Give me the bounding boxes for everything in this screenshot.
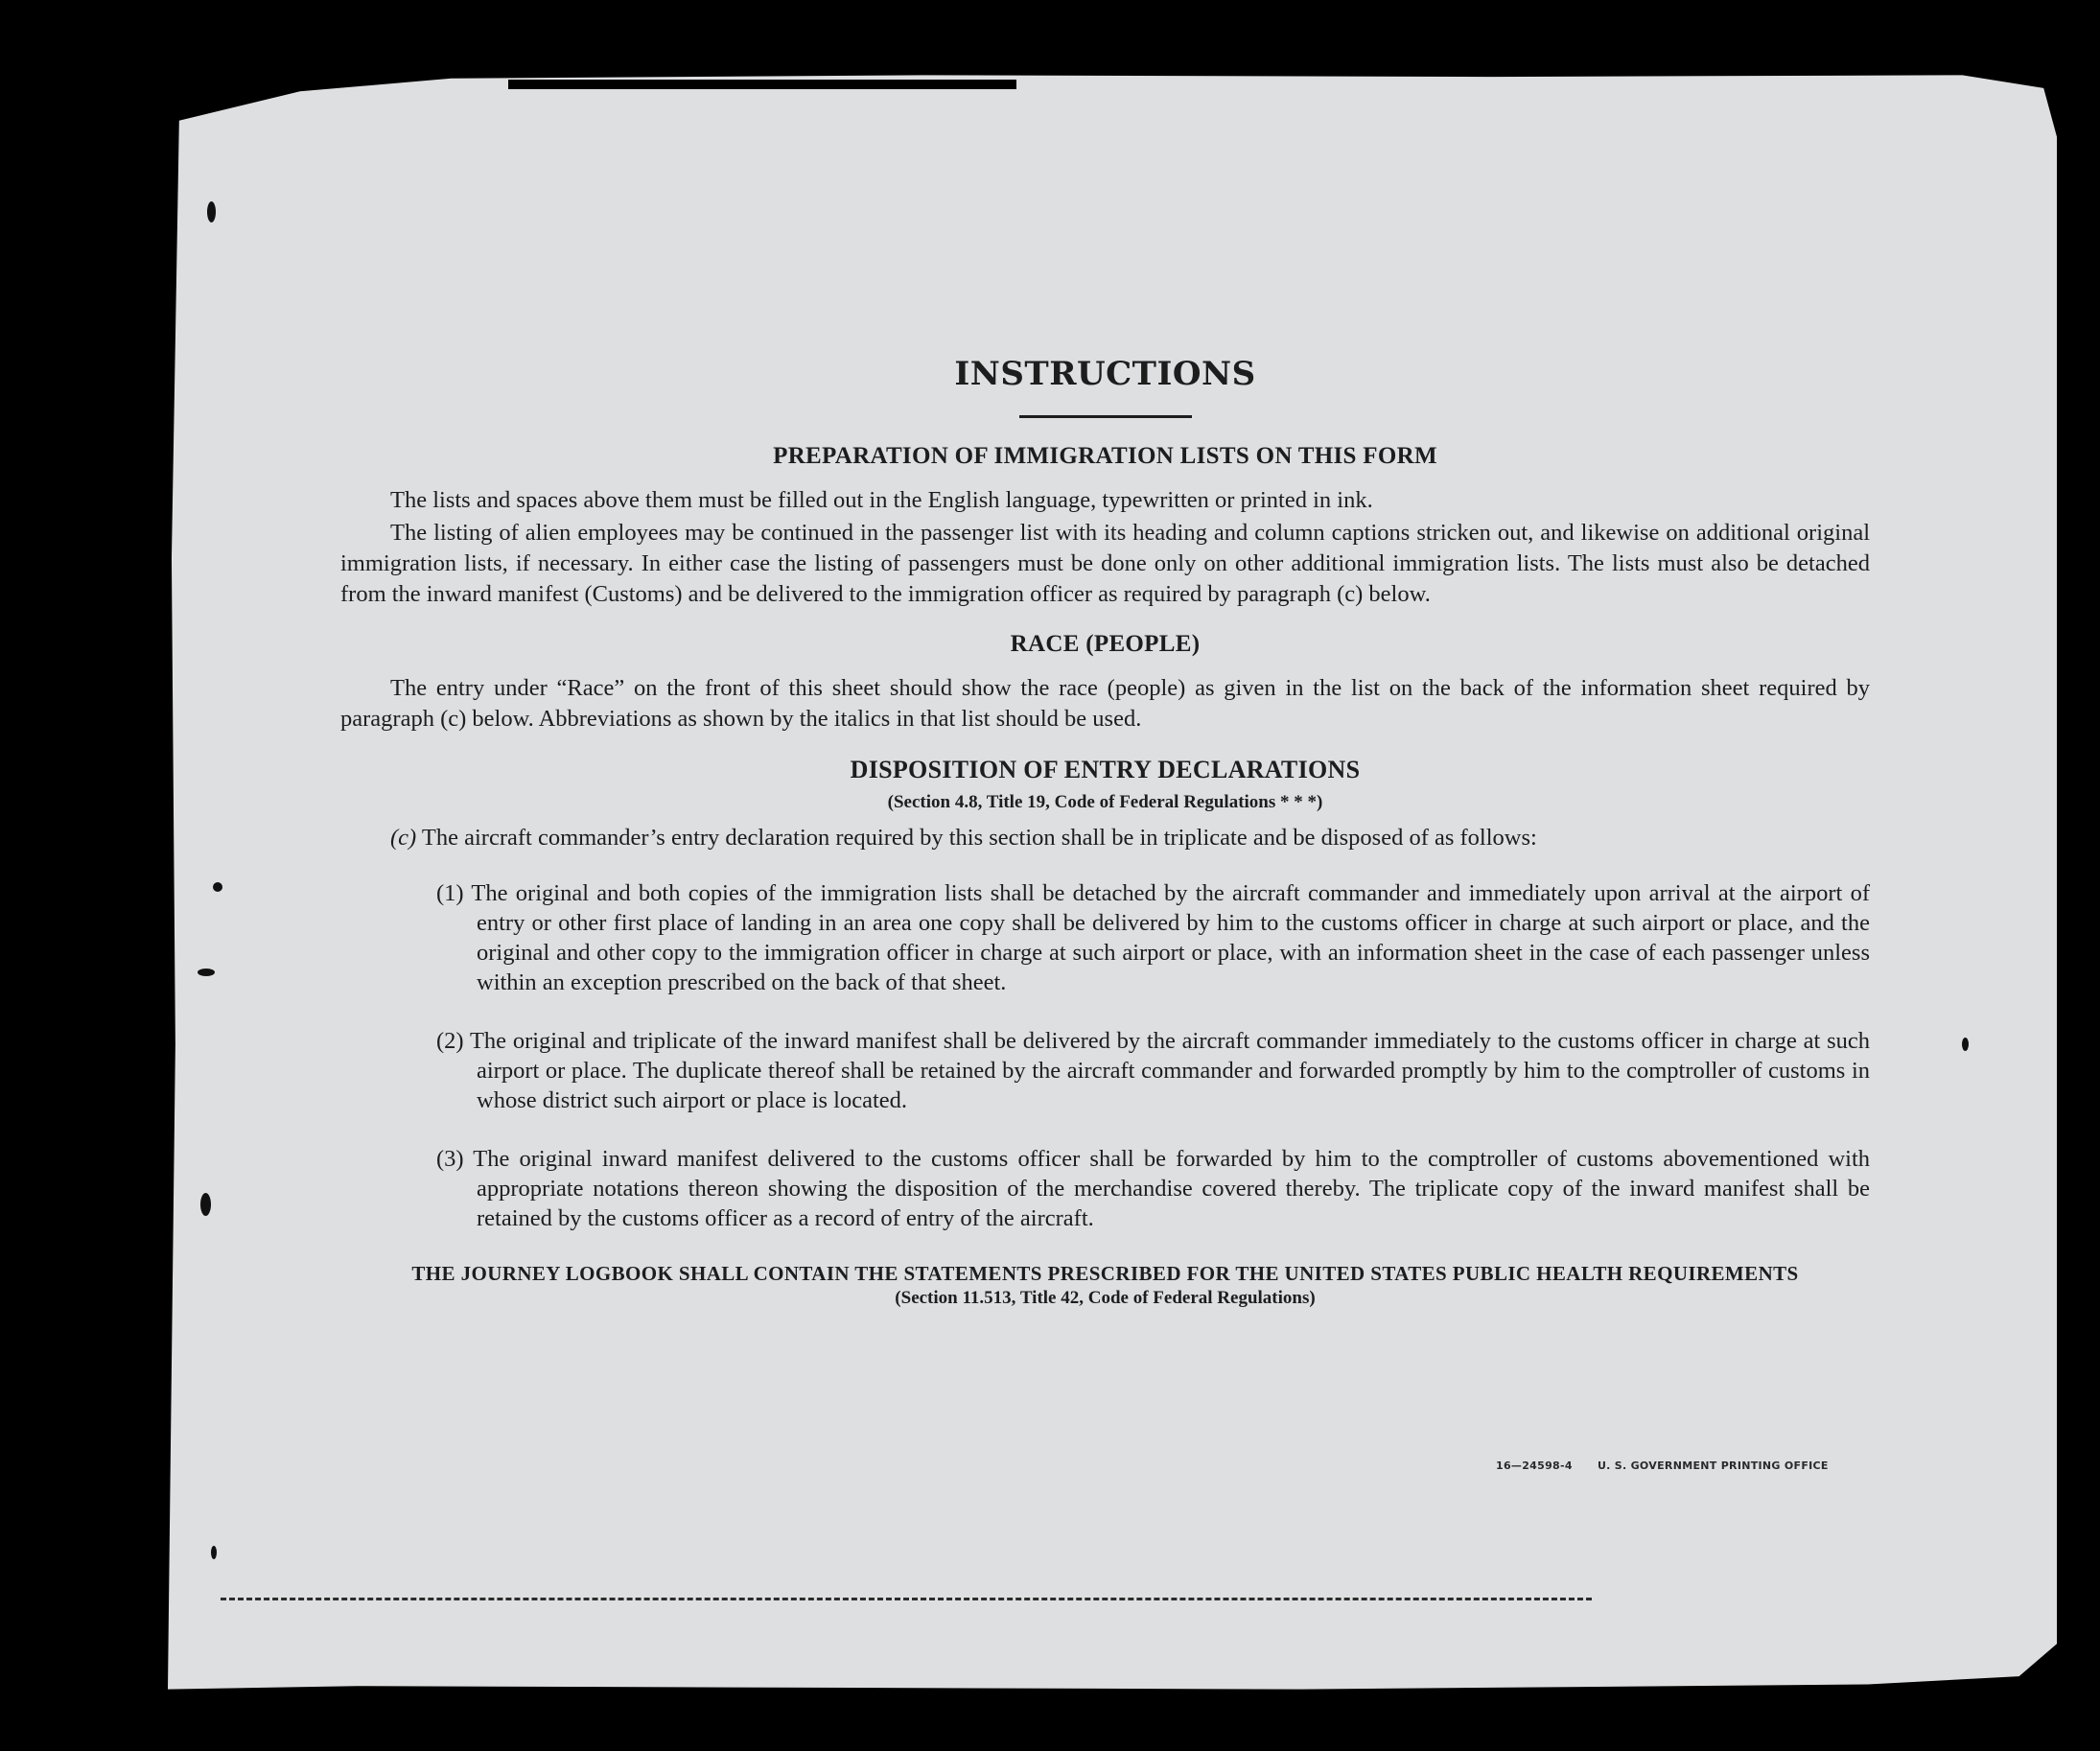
ink-speck (211, 1546, 217, 1559)
ink-speck (1962, 1038, 1969, 1051)
disposition-citation: (Section 4.8, Title 19, Code of Federal Regulations * * *) (887, 791, 1323, 812)
ink-speck (213, 882, 222, 892)
ink-speck (200, 1193, 211, 1216)
instructions-content (340, 355, 1870, 1309)
form-number: 16—24598-4 (1496, 1459, 1573, 1472)
item-text: The original and both copies of the immigration lists shall be detached by the aircraft commander and immediately upon arrival at the airport of entry or other first place of landing in an area one copy shall be delivered by him to the customs officer in charge at such airport or place, and the original and other copy to the immigration officer in charge at such airport or place, with an information sheet in the case of each passenger unless within an exception prescribed on the back of that sheet. (471, 879, 1870, 995)
paragraph-c (390, 823, 1870, 853)
race-paragraph: The entry under “Race” on the front of this sheet should show the race (people) as given in the list on the back of the information sheet required by paragraph (c) below. Abbreviations as shown by the italics in that list should be used. (340, 674, 1870, 732)
ink-speck (198, 969, 215, 976)
disposition-heading: DISPOSITION OF ENTRY DECLARATIONS (850, 755, 1361, 783)
preparation-paragraph-2: The listing of alien employees may be continued in the passenger list with its heading and column captions stricken out, and likewise on additional original immigration lists, if necessary. In either case the listing of passengers must be done only on other additional immigration lists. The lists must also be detached from the inward manifest (Customs) and be delivered to the immigration officer as required by paragraph (c) below. (340, 519, 1870, 607)
preparation-heading: PREPARATION OF IMMIGRATION LISTS ON THIS FORM (773, 442, 1437, 469)
paragraph-c-label: (c) (390, 824, 417, 851)
perforated-edge (221, 1598, 1592, 1600)
printer-imprint (1496, 1459, 1850, 1472)
ink-speck (207, 201, 216, 222)
paragraph-c-text: The aircraft commander’s entry declaration required by this section shall be in triplicate and be disposed of as follows: (421, 824, 1537, 851)
printer-name: U. S. GOVERNMENT PRINTING OFFICE (1597, 1459, 1829, 1472)
torn-edge (508, 80, 1016, 89)
race-heading: RACE (PEOPLE) (1010, 630, 1201, 657)
health-requirements-statement: THE JOURNEY LOGBOOK SHALL CONTAIN THE STATEMENTS PRESCRIBED FOR THE UNITED STATES PUBLIC HEALTH REQUIREMENTS (411, 1261, 1799, 1285)
item-number: (3) (436, 1145, 464, 1172)
item-number: (2) (436, 1027, 464, 1054)
preparation-paragraph-1: The lists and spaces above them must be filled out in the English language, typewritten or printed in ink. (390, 486, 1373, 513)
item-number: (1) (436, 879, 464, 906)
list-item (436, 1026, 1870, 1115)
list-item (436, 1144, 1870, 1233)
document-title: INSTRUCTIONS (954, 355, 1256, 393)
item-text: The original and triplicate of the inward manifest shall be delivered by the aircraft commander immediately to the customs officer in charge at such airport or place. The duplicate thereof shall be retained by the aircraft commander and forwarded promptly by him to the comptroller of customs in whose district such airport or place is located. (469, 1027, 1870, 1113)
list-item (436, 878, 1870, 997)
health-requirements-citation: (Section 11.513, Title 42, Code of Federal Regulations) (895, 1287, 1316, 1308)
item-text: The original inward manifest delivered to the customs officer shall be forwarded by him to the comptroller of customs abovementioned with appropriate notations thereon showing the disposition of the merchandise covered thereby. The triplicate copy of the inward manifest shall be retained by the customs officer as a record of entry of the aircraft. (473, 1145, 1871, 1231)
title-rule (1019, 415, 1192, 418)
